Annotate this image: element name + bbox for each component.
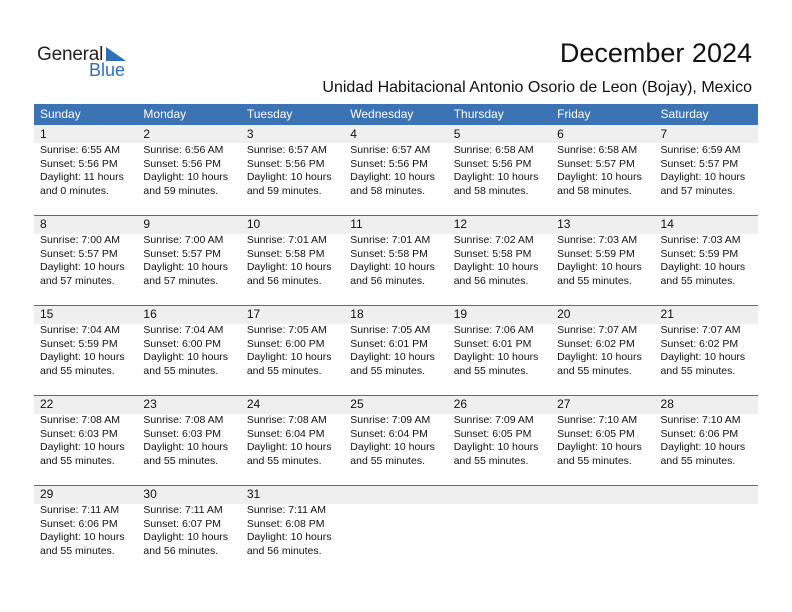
sunrise-text: Sunrise: 7:11 AM xyxy=(143,504,223,516)
day-number: 5 xyxy=(453,127,461,141)
daylight-hours-text: Daylight: 10 hours xyxy=(246,351,332,363)
sunset-text: Sunset: 6:04 PM xyxy=(350,427,428,440)
daylight-minutes-text: and 55 minutes. xyxy=(660,454,736,467)
day-number: 13 xyxy=(557,217,571,231)
logo-text-general: General xyxy=(37,44,104,65)
sunrise-text: Sunrise: 7:10 AM xyxy=(557,414,638,426)
day-number: 25 xyxy=(350,397,364,411)
daylight-hours-text: Daylight: 10 hours xyxy=(557,171,642,183)
day-cell xyxy=(241,125,344,198)
sunset-text: Sunset: 5:57 PM xyxy=(557,157,635,170)
day-number: 14 xyxy=(660,217,674,231)
sunrise-text: Sunrise: 7:01 AM xyxy=(246,234,327,246)
daylight-hours-text: Daylight: 10 hours xyxy=(660,171,746,183)
sunrise-text: Sunrise: 7:08 AM xyxy=(143,414,224,426)
day-cell xyxy=(241,395,344,468)
day-number: 24 xyxy=(246,397,261,411)
sunset-text: Sunset: 5:57 PM xyxy=(660,157,739,170)
sunrise-text: Sunrise: 7:04 AM xyxy=(143,324,224,336)
sunset-text: Sunset: 5:56 PM xyxy=(453,157,532,170)
daylight-minutes-text: and 55 minutes. xyxy=(143,454,219,467)
daylight-hours-text: Daylight: 10 hours xyxy=(660,351,746,363)
sunset-text: Sunset: 5:59 PM xyxy=(660,247,739,260)
daylight-hours-text: Daylight: 10 hours xyxy=(143,171,229,183)
sunrise-text: Sunrise: 6:55 AM xyxy=(40,144,120,156)
day-number xyxy=(350,485,447,504)
weekday-monday: Monday xyxy=(143,107,187,121)
sunset-text: Sunset: 5:56 PM xyxy=(143,157,222,170)
daylight-minutes-text: and 0 minutes. xyxy=(40,184,109,197)
day-number: 21 xyxy=(660,307,674,321)
sunrise-text: Sunrise: 7:05 AM xyxy=(350,324,431,336)
daylight-hours-text: Daylight: 10 hours xyxy=(246,261,332,273)
calendar-week-row xyxy=(34,485,758,575)
sunset-text: Sunset: 6:00 PM xyxy=(143,337,222,350)
day-number: 11 xyxy=(350,217,363,231)
sunrise-text: Sunrise: 6:57 AM xyxy=(246,144,327,156)
daylight-minutes-text: and 56 minutes. xyxy=(246,274,322,287)
day-cell xyxy=(344,215,447,288)
sunrise-text: Sunrise: 7:01 AM xyxy=(350,234,431,246)
day-number: 1 xyxy=(40,127,47,141)
daylight-hours-text: Daylight: 10 hours xyxy=(143,261,229,273)
daylight-minutes-text: and 58 minutes. xyxy=(350,184,425,197)
daylight-minutes-text: and 55 minutes. xyxy=(143,364,219,377)
daylight-minutes-text: and 55 minutes. xyxy=(453,364,529,377)
sunrise-text: Sunrise: 7:02 AM xyxy=(453,234,534,246)
daylight-minutes-text: and 55 minutes. xyxy=(557,364,632,377)
day-cell xyxy=(551,215,654,288)
daylight-hours-text: Daylight: 10 hours xyxy=(660,441,746,453)
day-cell xyxy=(448,395,551,468)
sunset-text: Sunset: 5:58 PM xyxy=(246,247,325,260)
day-cell xyxy=(34,125,137,198)
sunrise-text: Sunrise: 6:59 AM xyxy=(660,144,741,156)
sunset-text: Sunset: 6:05 PM xyxy=(557,427,635,440)
daylight-minutes-text: and 55 minutes. xyxy=(350,454,425,467)
daylight-minutes-text: and 55 minutes. xyxy=(660,364,736,377)
daylight-minutes-text: and 59 minutes. xyxy=(143,184,219,197)
sunrise-text: Sunrise: 7:07 AM xyxy=(557,324,638,336)
daylight-minutes-text: and 58 minutes. xyxy=(557,184,632,197)
daylight-hours-text: Daylight: 10 hours xyxy=(660,261,746,273)
daylight-minutes-text: and 57 minutes. xyxy=(40,274,115,287)
daylight-hours-text: Daylight: 10 hours xyxy=(350,351,435,363)
day-number: 10 xyxy=(246,217,261,231)
sunrise-text: Sunrise: 6:57 AM xyxy=(350,144,431,156)
sunset-text: Sunset: 6:03 PM xyxy=(40,427,118,440)
sunset-text: Sunset: 6:06 PM xyxy=(40,517,118,530)
daylight-hours-text: Daylight: 10 hours xyxy=(557,441,642,453)
sunset-text: Sunset: 5:57 PM xyxy=(143,247,222,260)
sunrise-text: Sunrise: 6:58 AM xyxy=(557,144,638,156)
daylight-hours-text: Daylight: 10 hours xyxy=(350,261,435,273)
week-days xyxy=(34,125,758,198)
sunset-text: Sunset: 6:01 PM xyxy=(453,337,532,350)
daylight-minutes-text: and 57 minutes. xyxy=(660,184,736,197)
sunset-text: Sunset: 6:02 PM xyxy=(660,337,739,350)
sunset-text: Sunset: 6:02 PM xyxy=(557,337,635,350)
day-number: 30 xyxy=(143,487,157,501)
week-days xyxy=(34,305,758,378)
daylight-hours-text: Daylight: 10 hours xyxy=(143,441,229,453)
day-cell xyxy=(241,485,344,558)
sunset-text: Sunset: 6:07 PM xyxy=(143,517,222,530)
day-cell xyxy=(448,305,551,378)
daylight-minutes-text: and 55 minutes. xyxy=(350,364,425,377)
sunrise-text: Sunrise: 7:04 AM xyxy=(40,324,120,336)
daylight-hours-text: Daylight: 10 hours xyxy=(246,441,332,453)
daylight-hours-text: Daylight: 10 hours xyxy=(453,351,539,363)
day-cell xyxy=(655,125,758,198)
sunset-text: Sunset: 6:04 PM xyxy=(246,427,325,440)
day-cell xyxy=(34,485,137,558)
day-cell xyxy=(551,305,654,378)
day-number: 28 xyxy=(660,397,674,411)
sunrise-text: Sunrise: 7:11 AM xyxy=(246,504,327,516)
weekday-saturday: Saturday xyxy=(660,107,709,121)
sunrise-text: Sunrise: 7:03 AM xyxy=(660,234,741,246)
daylight-hours-text: Daylight: 10 hours xyxy=(40,531,125,543)
calendar-weeks xyxy=(34,125,758,575)
week-days xyxy=(34,485,758,558)
day-cell xyxy=(655,485,758,558)
daylight-minutes-text: and 56 minutes. xyxy=(453,274,529,287)
day-number: 22 xyxy=(40,397,54,411)
day-number: 20 xyxy=(557,307,571,321)
week-days xyxy=(34,215,758,288)
sunset-text: Sunset: 5:56 PM xyxy=(350,157,428,170)
sunrise-text: Sunrise: 7:09 AM xyxy=(453,414,534,426)
daylight-minutes-text: and 55 minutes. xyxy=(660,274,736,287)
week-days xyxy=(34,395,758,468)
daylight-hours-text: Daylight: 10 hours xyxy=(246,531,332,543)
day-cell xyxy=(137,395,240,468)
day-number: 8 xyxy=(40,217,47,231)
day-number: 3 xyxy=(246,127,254,141)
weekday-tuesday: Tuesday xyxy=(246,107,293,121)
day-cell xyxy=(551,395,654,468)
weekday-header-row xyxy=(34,104,758,125)
daylight-minutes-text: and 56 minutes. xyxy=(350,274,425,287)
daylight-hours-text: Daylight: 10 hours xyxy=(40,441,125,453)
day-number xyxy=(661,485,758,504)
daylight-minutes-text: and 56 minutes. xyxy=(143,544,219,557)
logo-triangle-icon xyxy=(106,47,126,61)
daylight-minutes-text: and 55 minutes. xyxy=(40,364,115,377)
daylight-minutes-text: and 55 minutes. xyxy=(453,454,529,467)
day-number xyxy=(557,485,654,504)
generalblue-logo xyxy=(37,44,137,80)
calendar-week-row xyxy=(34,125,758,215)
weekday-wednesday: Wednesday xyxy=(350,107,414,121)
daylight-hours-text: Daylight: 11 hours xyxy=(40,171,124,183)
daylight-minutes-text: and 58 minutes. xyxy=(453,184,529,197)
day-cell xyxy=(137,215,240,288)
sunrise-text: Sunrise: 6:56 AM xyxy=(143,144,224,156)
day-number xyxy=(454,485,551,504)
day-cell xyxy=(655,395,758,468)
day-cell xyxy=(34,215,137,288)
sunset-text: Sunset: 5:56 PM xyxy=(246,157,325,170)
day-number: 16 xyxy=(143,307,157,321)
sunrise-text: Sunrise: 7:07 AM xyxy=(660,324,741,336)
day-number: 26 xyxy=(453,397,468,411)
sunset-text: Sunset: 6:05 PM xyxy=(453,427,532,440)
sunrise-text: Sunrise: 7:03 AM xyxy=(557,234,638,246)
calendar-week-row xyxy=(34,215,758,305)
sunrise-text: Sunrise: 6:58 AM xyxy=(453,144,534,156)
daylight-minutes-text: and 57 minutes. xyxy=(143,274,219,287)
daylight-hours-text: Daylight: 10 hours xyxy=(40,351,125,363)
day-cell xyxy=(137,305,240,378)
day-number: 6 xyxy=(557,127,564,141)
page-title: December 2024 xyxy=(559,38,752,68)
day-number: 19 xyxy=(453,307,468,321)
daylight-hours-text: Daylight: 10 hours xyxy=(453,441,539,453)
sunset-text: Sunset: 5:59 PM xyxy=(557,247,635,260)
daylight-hours-text: Daylight: 10 hours xyxy=(453,171,539,183)
day-cell xyxy=(344,395,447,468)
sunrise-text: Sunrise: 7:09 AM xyxy=(350,414,431,426)
day-cell xyxy=(551,125,654,198)
day-cell xyxy=(448,125,551,198)
daylight-minutes-text: and 56 minutes. xyxy=(246,544,322,557)
daylight-minutes-text: and 55 minutes. xyxy=(40,544,115,557)
day-cell xyxy=(655,305,758,378)
day-number: 2 xyxy=(143,127,151,141)
sunrise-text: Sunrise: 7:08 AM xyxy=(246,414,327,426)
daylight-hours-text: Daylight: 10 hours xyxy=(143,531,229,543)
sunset-text: Sunset: 5:59 PM xyxy=(40,337,118,350)
day-cell xyxy=(34,305,137,378)
day-number: 27 xyxy=(557,397,571,411)
day-number: 7 xyxy=(660,127,668,141)
day-cell xyxy=(344,125,447,198)
daylight-hours-text: Daylight: 10 hours xyxy=(350,171,435,183)
day-cell xyxy=(137,125,240,198)
weekday-thursday: Thursday xyxy=(453,107,504,121)
daylight-minutes-text: and 55 minutes. xyxy=(246,454,322,467)
calendar-week-row xyxy=(34,305,758,395)
location-subtitle: Unidad Habitacional Antonio Osorio de Leon (Bojay), Mexico xyxy=(322,79,752,96)
day-cell xyxy=(344,305,447,378)
day-number: 17 xyxy=(246,307,261,321)
sunrise-text: Sunrise: 7:00 AM xyxy=(40,234,120,246)
sunrise-text: Sunrise: 7:11 AM xyxy=(40,504,120,516)
daylight-hours-text: Daylight: 10 hours xyxy=(350,441,435,453)
sunset-text: Sunset: 6:06 PM xyxy=(660,427,739,440)
weekday-sunday: Sunday xyxy=(40,107,81,121)
day-cell xyxy=(241,215,344,288)
day-cell xyxy=(137,485,240,558)
sunrise-text: Sunrise: 7:10 AM xyxy=(660,414,741,426)
sunset-text: Sunset: 5:56 PM xyxy=(40,157,118,170)
sunset-text: Sunset: 5:58 PM xyxy=(350,247,428,260)
sunset-text: Sunset: 5:57 PM xyxy=(40,247,118,260)
daylight-hours-text: Daylight: 10 hours xyxy=(557,351,642,363)
day-number: 31 xyxy=(246,487,261,501)
day-number: 23 xyxy=(143,397,157,411)
sunrise-text: Sunrise: 7:00 AM xyxy=(143,234,224,246)
sunset-text: Sunset: 6:08 PM xyxy=(246,517,325,530)
daylight-hours-text: Daylight: 10 hours xyxy=(557,261,642,273)
sunrise-text: Sunrise: 7:06 AM xyxy=(453,324,534,336)
daylight-minutes-text: and 55 minutes. xyxy=(557,274,632,287)
daylight-minutes-text: and 55 minutes. xyxy=(557,454,632,467)
day-number: 15 xyxy=(40,307,54,321)
day-number: 12 xyxy=(453,217,468,231)
day-number: 18 xyxy=(350,307,364,321)
day-cell xyxy=(344,485,447,558)
daylight-hours-text: Daylight: 10 hours xyxy=(40,261,125,273)
day-number: 9 xyxy=(143,217,151,231)
sunset-text: Sunset: 6:03 PM xyxy=(143,427,222,440)
sunset-text: Sunset: 5:58 PM xyxy=(453,247,532,260)
day-number: 4 xyxy=(350,127,357,141)
daylight-hours-text: Daylight: 10 hours xyxy=(246,171,332,183)
daylight-minutes-text: and 55 minutes. xyxy=(246,364,322,377)
calendar-grid xyxy=(34,104,758,575)
sunrise-text: Sunrise: 7:05 AM xyxy=(246,324,327,336)
weekday-friday: Friday xyxy=(557,107,591,121)
daylight-hours-text: Daylight: 10 hours xyxy=(143,351,229,363)
daylight-minutes-text: and 59 minutes. xyxy=(246,184,322,197)
sunset-text: Sunset: 6:00 PM xyxy=(246,337,325,350)
day-cell xyxy=(34,395,137,468)
day-cell xyxy=(448,485,551,558)
day-cell xyxy=(241,305,344,378)
sunset-text: Sunset: 6:01 PM xyxy=(350,337,428,350)
day-cell xyxy=(655,215,758,288)
daylight-minutes-text: and 55 minutes. xyxy=(40,454,115,467)
day-cell xyxy=(448,215,551,288)
daylight-hours-text: Daylight: 10 hours xyxy=(453,261,539,273)
day-cell xyxy=(551,485,654,558)
logo-text-blue: Blue xyxy=(89,60,126,80)
day-number: 29 xyxy=(40,487,54,501)
sunrise-text: Sunrise: 7:08 AM xyxy=(40,414,120,426)
calendar-week-row xyxy=(34,395,758,485)
